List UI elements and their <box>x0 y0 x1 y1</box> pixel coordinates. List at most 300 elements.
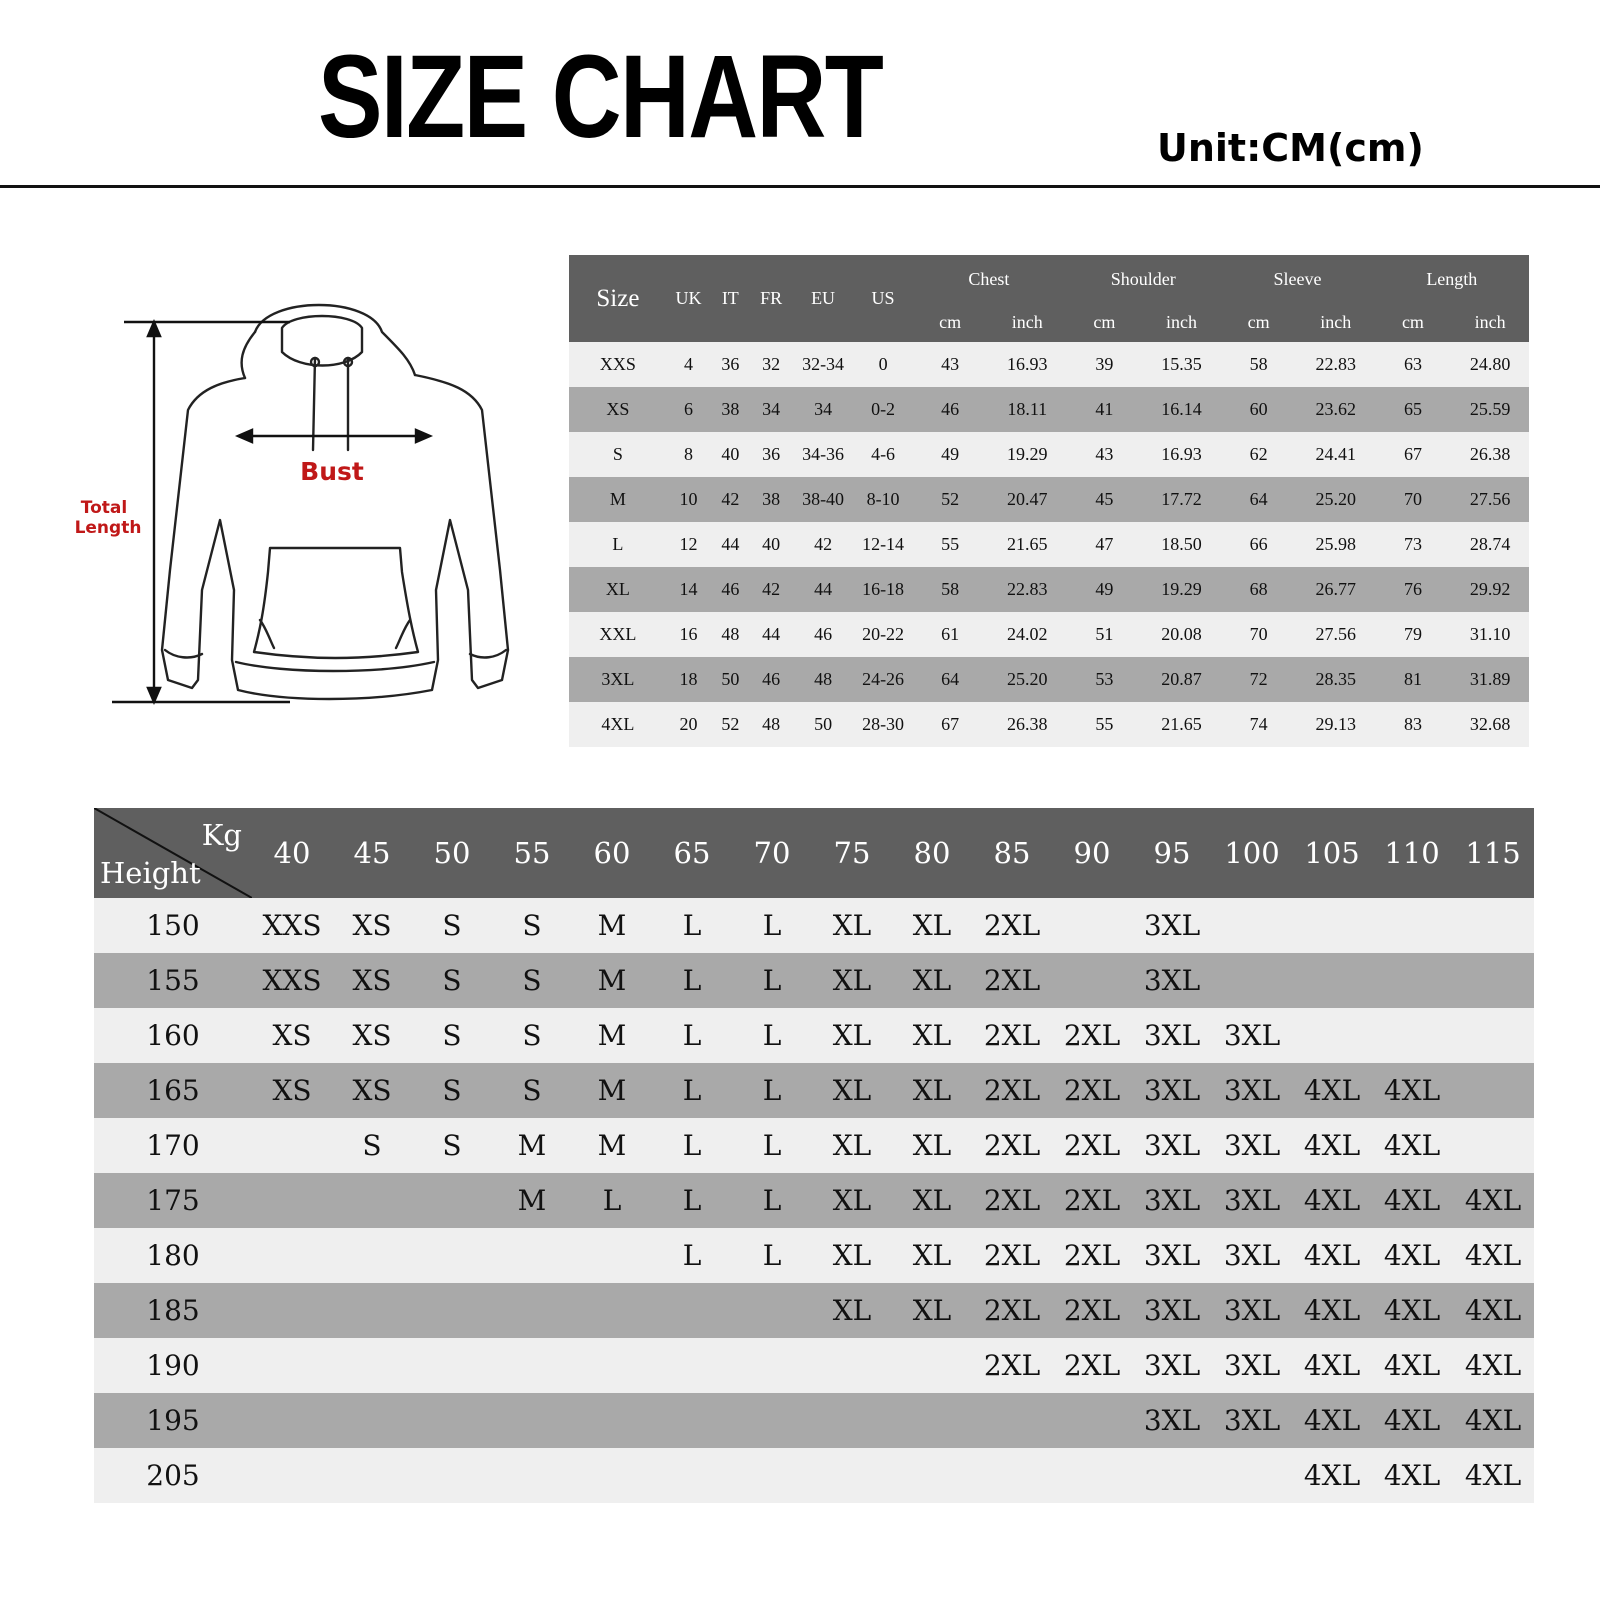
recommended-size-cell: M <box>492 1173 572 1228</box>
measurement-cell: 10 <box>667 477 710 522</box>
measurement-cell: 40 <box>750 522 791 567</box>
measurement-cell: 22.83 <box>988 567 1066 612</box>
height-row <box>94 1008 1534 1063</box>
recommended-size-cell: XL <box>892 1063 972 1118</box>
recommended-size-cell <box>1292 1008 1372 1063</box>
recommended-size-cell: 2XL <box>1052 1063 1132 1118</box>
recommended-size-cell: 2XL <box>1052 1283 1132 1338</box>
height-value-cell: 155 <box>94 953 252 1008</box>
measurement-cell: 38-40 <box>792 477 855 522</box>
recommended-size-cell: M <box>572 898 652 953</box>
weight-header: 65 <box>652 808 732 898</box>
measurement-cell: 83 <box>1375 702 1452 747</box>
size-label-cell: XS <box>569 387 667 432</box>
bust-label: Bust <box>300 457 364 486</box>
recommended-size-cell: L <box>652 1008 732 1063</box>
recommended-size-cell <box>1052 1393 1132 1448</box>
size-row <box>569 702 1529 747</box>
weight-header: 115 <box>1452 808 1534 898</box>
measurement-cell: 65 <box>1375 387 1452 432</box>
measurement-cell: 24.02 <box>988 612 1066 657</box>
measurement-cell: 28.74 <box>1451 522 1529 567</box>
size-row <box>569 387 1529 432</box>
recommended-size-cell: XL <box>892 953 972 1008</box>
page-title: SIZE CHART <box>318 31 883 163</box>
measurement-cell: 4 <box>667 342 710 387</box>
recommended-size-cell <box>732 1338 812 1393</box>
height-row <box>94 1173 1534 1228</box>
recommended-size-cell <box>572 1393 652 1448</box>
size-label-cell: S <box>569 432 667 477</box>
recommended-size-cell <box>1452 1008 1534 1063</box>
recommended-size-cell <box>332 1283 412 1338</box>
size-row <box>569 612 1529 657</box>
recommended-size-cell: 3XL <box>1132 1228 1212 1283</box>
measurement-cell: 26.77 <box>1297 567 1375 612</box>
recommended-size-cell <box>252 1393 332 1448</box>
recommended-size-cell: 4XL <box>1452 1228 1534 1283</box>
region-header-eu: EU <box>792 255 855 342</box>
measurement-cell: 23.62 <box>1297 387 1375 432</box>
recommended-size-cell: S <box>412 1063 492 1118</box>
recommended-size-cell: S <box>492 1063 572 1118</box>
measurement-cell: 58 <box>1220 342 1297 387</box>
size-label-cell: XL <box>569 567 667 612</box>
measurement-cell: 21.65 <box>1143 702 1221 747</box>
height-value-cell: 180 <box>94 1228 252 1283</box>
recommended-size-cell <box>1292 898 1372 953</box>
height-value-cell: 160 <box>94 1008 252 1063</box>
recommended-size-cell: 4XL <box>1292 1393 1372 1448</box>
recommended-size-cell: 4XL <box>1372 1228 1452 1283</box>
recommended-size-cell: L <box>652 1063 732 1118</box>
measurement-cell: 0-2 <box>854 387 911 432</box>
recommended-size-cell <box>1292 953 1372 1008</box>
recommended-size-cell: 4XL <box>1292 1448 1372 1503</box>
unit-header: cm <box>1375 303 1452 342</box>
recommended-size-cell: XL <box>892 1118 972 1173</box>
recommended-size-cell: L <box>572 1173 652 1228</box>
measurement-cell: 32-34 <box>792 342 855 387</box>
measurement-cell: 12 <box>667 522 710 567</box>
recommended-size-cell <box>1452 898 1534 953</box>
recommended-size-cell: S <box>412 953 492 1008</box>
recommended-size-cell: XL <box>812 1228 892 1283</box>
recommended-size-cell <box>572 1283 652 1338</box>
recommended-size-cell: 2XL <box>972 1118 1052 1173</box>
measurement-cell: 16.93 <box>988 342 1066 387</box>
unit-header: inch <box>1297 303 1375 342</box>
height-value-cell: 150 <box>94 898 252 953</box>
measurement-cell: 64 <box>912 657 989 702</box>
recommended-size-cell <box>972 1393 1052 1448</box>
measurement-cell: 60 <box>1220 387 1297 432</box>
left-cuff <box>165 650 202 657</box>
measurement-cell: 20.47 <box>988 477 1066 522</box>
region-header-fr: FR <box>750 255 791 342</box>
unit-header: inch <box>1451 303 1529 342</box>
recommended-size-cell: 4XL <box>1292 1173 1372 1228</box>
measurement-cell: 46 <box>710 567 750 612</box>
measurement-cell: 43 <box>912 342 989 387</box>
recommended-size-cell: XS <box>252 1008 332 1063</box>
recommended-size-cell: XS <box>332 1063 412 1118</box>
recommended-size-cell: M <box>572 953 652 1008</box>
measurement-cell: 19.29 <box>988 432 1066 477</box>
recommended-size-cell <box>652 1338 732 1393</box>
size-row <box>569 567 1529 612</box>
height-row <box>94 1393 1534 1448</box>
recommended-size-cell <box>252 1228 332 1283</box>
measurement-cell: 61 <box>912 612 989 657</box>
measurement-cell: 73 <box>1375 522 1452 567</box>
measurement-cell: 42 <box>792 522 855 567</box>
recommended-size-cell: XS <box>252 1063 332 1118</box>
measurement-cell: 25.98 <box>1297 522 1375 567</box>
recommended-size-cell <box>652 1283 732 1338</box>
measurement-cell: 38 <box>750 477 791 522</box>
measurement-cell: 17.72 <box>1143 477 1221 522</box>
measurement-cell: 18 <box>667 657 710 702</box>
height-value-cell: 165 <box>94 1063 252 1118</box>
recommended-size-cell <box>1212 1448 1292 1503</box>
size-label-cell: L <box>569 522 667 567</box>
height-value-cell: 175 <box>94 1173 252 1228</box>
recommended-size-cell: 4XL <box>1292 1063 1372 1118</box>
recommended-size-cell: S <box>492 953 572 1008</box>
measurement-cell: 42 <box>750 567 791 612</box>
weight-header: 100 <box>1212 808 1292 898</box>
recommended-size-cell <box>1052 898 1132 953</box>
measurement-cell: 49 <box>912 432 989 477</box>
unit-header: inch <box>1143 303 1221 342</box>
recommended-size-cell: M <box>492 1118 572 1173</box>
recommended-size-cell: 3XL <box>1132 953 1212 1008</box>
recommended-size-cell <box>812 1393 892 1448</box>
measurement-cell: 45 <box>1066 477 1143 522</box>
measurement-cell: 49 <box>1066 567 1143 612</box>
kg-label: Kg <box>201 818 242 852</box>
size-row <box>569 342 1529 387</box>
total-length-label-line1: Total <box>80 498 128 518</box>
measurement-cell: 29.13 <box>1297 702 1375 747</box>
recommended-size-cell <box>1372 1008 1452 1063</box>
measurement-cell: 20.87 <box>1143 657 1221 702</box>
recommended-size-cell: XS <box>332 1008 412 1063</box>
group-header-shoulder: Shoulder <box>1066 255 1220 303</box>
measurement-table-body <box>569 342 1529 747</box>
recommended-size-cell <box>332 1228 412 1283</box>
measurement-cell: 48 <box>750 702 791 747</box>
recommended-size-cell: 3XL <box>1132 1118 1212 1173</box>
recommended-size-cell: XL <box>812 1283 892 1338</box>
measurement-cell: 31.89 <box>1451 657 1529 702</box>
measurement-cell: 55 <box>1066 702 1143 747</box>
measurement-cell: 16 <box>667 612 710 657</box>
measurement-cell: 46 <box>792 612 855 657</box>
measurement-cell: 63 <box>1375 342 1452 387</box>
size-label-cell: M <box>569 477 667 522</box>
measurement-cell: 44 <box>750 612 791 657</box>
measurement-cell: 24-26 <box>854 657 911 702</box>
measurement-cell: 34-36 <box>792 432 855 477</box>
recommended-size-cell <box>1212 953 1292 1008</box>
recommended-size-cell: S <box>492 898 572 953</box>
measurement-cell: 20.08 <box>1143 612 1221 657</box>
measurement-cell: 40 <box>710 432 750 477</box>
height-value-cell: 170 <box>94 1118 252 1173</box>
recommended-size-cell <box>332 1338 412 1393</box>
recommended-size-cell: XL <box>892 898 972 953</box>
measurement-cell: 19.29 <box>1143 567 1221 612</box>
weight-header: 85 <box>972 808 1052 898</box>
recommended-size-cell: S <box>412 1118 492 1173</box>
recommended-size-cell <box>892 1448 972 1503</box>
measurement-cell: 74 <box>1220 702 1297 747</box>
weight-header: 60 <box>572 808 652 898</box>
measurement-cell: 55 <box>912 522 989 567</box>
recommended-size-cell: XL <box>892 1228 972 1283</box>
recommended-size-cell: S <box>332 1118 412 1173</box>
measurement-cell: 18.50 <box>1143 522 1221 567</box>
weight-header: 80 <box>892 808 972 898</box>
measurement-cell: 26.38 <box>988 702 1066 747</box>
unit-header: cm <box>1066 303 1143 342</box>
measurement-cell: 81 <box>1375 657 1452 702</box>
measurement-cell: 27.56 <box>1451 477 1529 522</box>
region-header-uk: UK <box>667 255 710 342</box>
measurement-cell: 70 <box>1220 612 1297 657</box>
recommended-size-cell: 2XL <box>972 1228 1052 1283</box>
recommended-size-cell: 2XL <box>1052 1338 1132 1393</box>
recommended-size-cell: 3XL <box>1212 1393 1292 1448</box>
recommended-size-cell: 4XL <box>1292 1283 1372 1338</box>
measurement-cell: 21.65 <box>988 522 1066 567</box>
recommended-size-cell <box>1052 953 1132 1008</box>
height-value-cell: 185 <box>94 1283 252 1338</box>
measurement-cell: 14 <box>667 567 710 612</box>
group-header-length: Length <box>1375 255 1529 303</box>
measurement-cell: 72 <box>1220 657 1297 702</box>
recommended-size-cell: L <box>652 953 732 1008</box>
measurement-cell: 24.80 <box>1451 342 1529 387</box>
measurement-cell: 16-18 <box>854 567 911 612</box>
recommended-size-cell: XL <box>812 953 892 1008</box>
size-label-cell: 4XL <box>569 702 667 747</box>
recommended-size-cell: 2XL <box>972 1338 1052 1393</box>
measurement-cell: 25.20 <box>988 657 1066 702</box>
recommended-size-cell: 4XL <box>1292 1338 1372 1393</box>
recommended-size-cell: 3XL <box>1212 1228 1292 1283</box>
height-value-cell: 190 <box>94 1338 252 1393</box>
measurement-cell: 24.41 <box>1297 432 1375 477</box>
height-label: Height <box>100 856 201 890</box>
measurement-cell: 42 <box>710 477 750 522</box>
recommended-size-cell <box>1212 898 1292 953</box>
recommended-size-cell: 4XL <box>1452 1338 1534 1393</box>
recommended-size-cell: 2XL <box>972 898 1052 953</box>
recommended-size-cell: 4XL <box>1372 1338 1452 1393</box>
measurement-cell: 36 <box>710 342 750 387</box>
recommended-size-cell <box>332 1393 412 1448</box>
recommended-size-cell <box>1372 898 1452 953</box>
recommended-size-cell <box>1452 1118 1534 1173</box>
recommended-size-cell <box>892 1393 972 1448</box>
recommended-size-cell <box>892 1338 972 1393</box>
measurement-cell: 29.92 <box>1451 567 1529 612</box>
recommended-size-cell: L <box>652 898 732 953</box>
recommended-size-cell: 2XL <box>972 1173 1052 1228</box>
recommended-size-cell: 3XL <box>1132 1173 1212 1228</box>
measurement-cell: 64 <box>1220 477 1297 522</box>
recommended-size-cell <box>492 1283 572 1338</box>
recommended-size-cell: 2XL <box>1052 1173 1132 1228</box>
recommended-size-cell: 4XL <box>1372 1448 1452 1503</box>
measurement-cell: 58 <box>912 567 989 612</box>
recommended-size-cell <box>572 1448 652 1503</box>
weight-header: 105 <box>1292 808 1372 898</box>
recommended-size-cell: 2XL <box>972 1008 1052 1063</box>
recommended-size-cell: XL <box>892 1173 972 1228</box>
measurement-cell: 46 <box>750 657 791 702</box>
hoodie-body <box>162 375 508 699</box>
recommended-size-cell: S <box>412 898 492 953</box>
measurement-cell: 48 <box>792 657 855 702</box>
recommended-size-cell <box>252 1338 332 1393</box>
recommended-size-cell: 3XL <box>1132 1063 1212 1118</box>
measurement-cell: 25.59 <box>1451 387 1529 432</box>
measurement-cell: 51 <box>1066 612 1143 657</box>
measurement-cell: 20-22 <box>854 612 911 657</box>
measurement-cell: 67 <box>912 702 989 747</box>
recommended-size-cell: L <box>732 1008 812 1063</box>
measurement-cell: 53 <box>1066 657 1143 702</box>
recommended-size-cell: 2XL <box>1052 1008 1132 1063</box>
measurement-cell: 16.93 <box>1143 432 1221 477</box>
weight-header: 40 <box>252 808 332 898</box>
recommended-size-cell: 3XL <box>1212 1008 1292 1063</box>
recommended-size-cell: L <box>732 1118 812 1173</box>
recommended-size-cell <box>1452 1063 1534 1118</box>
weight-header: 95 <box>1132 808 1212 898</box>
recommended-size-cell: L <box>732 898 812 953</box>
recommended-size-cell <box>732 1283 812 1338</box>
recommended-size-cell <box>332 1173 412 1228</box>
right-cuff <box>470 650 506 657</box>
recommended-size-cell: 3XL <box>1132 1008 1212 1063</box>
recommended-size-cell: XXS <box>252 953 332 1008</box>
recommended-size-cell: L <box>732 1228 812 1283</box>
recommended-size-cell: 2XL <box>972 1063 1052 1118</box>
recommended-size-cell <box>1132 1448 1212 1503</box>
weight-header: 110 <box>1372 808 1452 898</box>
recommended-size-cell <box>732 1448 812 1503</box>
recommended-size-cell: 2XL <box>972 953 1052 1008</box>
recommended-size-cell: XL <box>812 1008 892 1063</box>
height-weight-corner <box>94 808 252 898</box>
recommended-size-cell: 4XL <box>1292 1118 1372 1173</box>
height-row <box>94 1338 1534 1393</box>
measurement-cell: 66 <box>1220 522 1297 567</box>
recommended-size-cell <box>412 1448 492 1503</box>
measurement-cell: 28-30 <box>854 702 911 747</box>
recommended-size-cell: 4XL <box>1372 1283 1452 1338</box>
measurement-cell: 32 <box>750 342 791 387</box>
measurement-cell: 0 <box>854 342 911 387</box>
recommended-size-cell: L <box>732 953 812 1008</box>
size-column-header: Size <box>569 255 667 342</box>
recommended-size-cell <box>492 1338 572 1393</box>
unit-header: inch <box>988 303 1066 342</box>
height-row <box>94 1448 1534 1503</box>
recommended-size-cell: 3XL <box>1132 1338 1212 1393</box>
measurement-cell: 12-14 <box>854 522 911 567</box>
recommended-size-cell: 3XL <box>1212 1338 1292 1393</box>
recommended-size-cell: 4XL <box>1292 1228 1372 1283</box>
measurement-cell: 44 <box>792 567 855 612</box>
region-header-it: IT <box>710 255 750 342</box>
recommended-size-cell: L <box>652 1118 732 1173</box>
recommended-size-cell <box>412 1173 492 1228</box>
recommended-size-cell: M <box>572 1118 652 1173</box>
measurement-cell: 31.10 <box>1451 612 1529 657</box>
recommended-size-cell <box>492 1448 572 1503</box>
height-row <box>94 1118 1534 1173</box>
measurement-cell: 4-6 <box>854 432 911 477</box>
measurement-cell: 39 <box>1066 342 1143 387</box>
recommended-size-cell <box>1452 953 1534 1008</box>
group-header-sleeve: Sleeve <box>1220 255 1374 303</box>
recommended-size-cell: M <box>572 1063 652 1118</box>
recommended-size-cell <box>572 1338 652 1393</box>
measurement-cell: 41 <box>1066 387 1143 432</box>
recommended-size-cell: 4XL <box>1372 1063 1452 1118</box>
recommended-size-cell: XL <box>892 1008 972 1063</box>
recommended-size-cell <box>1052 1448 1132 1503</box>
measurement-cell: 36 <box>750 432 791 477</box>
measurement-cell: 34 <box>750 387 791 432</box>
weight-header: 75 <box>812 808 892 898</box>
height-row <box>94 1063 1534 1118</box>
recommended-size-cell: XS <box>332 898 412 953</box>
unit-label: Unit:CM(cm) <box>1157 126 1424 170</box>
region-header-us: US <box>854 255 911 342</box>
height-row <box>94 953 1534 1008</box>
size-row <box>569 432 1529 477</box>
height-row <box>94 898 1534 953</box>
weight-header: 70 <box>732 808 812 898</box>
measurement-cell: 15.35 <box>1143 342 1221 387</box>
recommended-size-cell: 4XL <box>1372 1393 1452 1448</box>
weight-header: 90 <box>1052 808 1132 898</box>
recommended-size-cell: 4XL <box>1452 1448 1534 1503</box>
recommended-size-cell <box>412 1393 492 1448</box>
measurement-cell: 8 <box>667 432 710 477</box>
height-value-cell: 195 <box>94 1393 252 1448</box>
measurement-cell: 79 <box>1375 612 1452 657</box>
recommended-size-cell <box>252 1173 332 1228</box>
measurement-cell: 50 <box>792 702 855 747</box>
size-row <box>569 657 1529 702</box>
recommended-size-cell <box>652 1448 732 1503</box>
measurement-cell: 47 <box>1066 522 1143 567</box>
recommended-size-cell: 4XL <box>1452 1283 1534 1338</box>
measurement-cell: 76 <box>1375 567 1452 612</box>
recommended-size-cell <box>252 1448 332 1503</box>
recommended-size-cell: 3XL <box>1212 1118 1292 1173</box>
kangaroo-pocket <box>254 548 418 658</box>
recommended-size-cell: 4XL <box>1372 1173 1452 1228</box>
